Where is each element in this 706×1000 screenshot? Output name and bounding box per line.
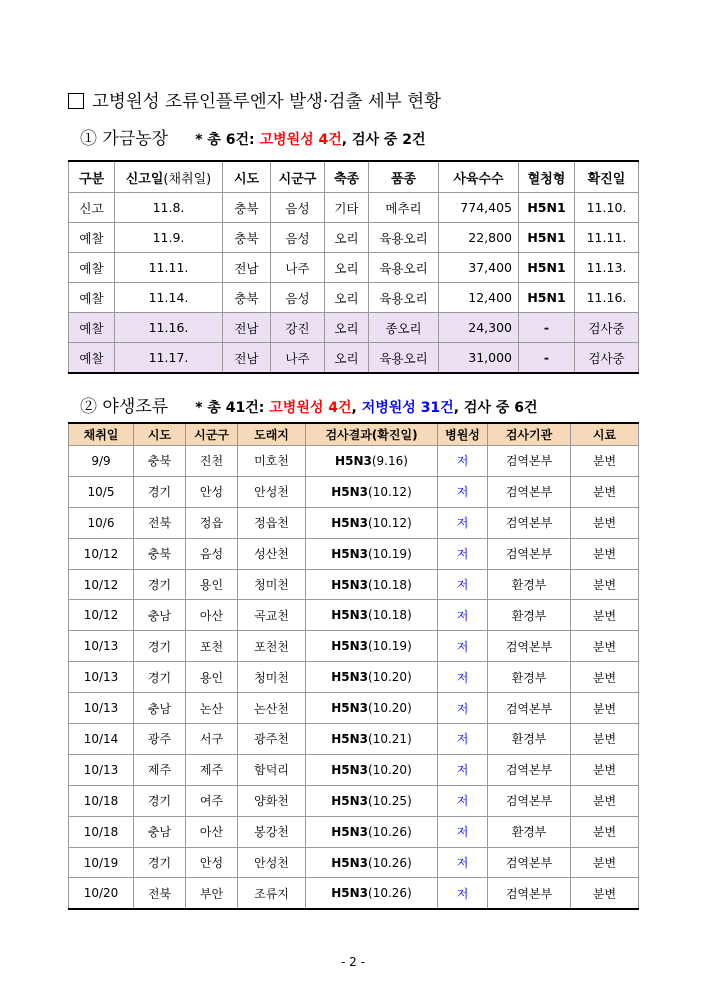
test-result-cell (306, 476, 438, 507)
table-row (69, 476, 639, 507)
pathogenicity-cell: 저 (438, 847, 488, 878)
sample-type-cell: 분변 (571, 631, 639, 662)
farm-summary-suffix: , 검사 중 2건 (341, 132, 426, 148)
serotype-text: H5N3 (331, 639, 369, 654)
table-row (69, 878, 639, 909)
species-cell: 오리 (325, 313, 369, 343)
breed-cell: 육용오리 (369, 253, 439, 283)
agency-cell: 검역본부 (488, 631, 571, 662)
col-header: 검사기관 (488, 423, 571, 446)
pathogenicity-cell: 저 (438, 754, 488, 785)
wild-summary-low: 저병원성 31건 (361, 400, 454, 416)
pathogenicity-cell: 저 (438, 662, 488, 693)
species-cell: 오리 (325, 223, 369, 253)
pathogenicity-cell: 저 (438, 631, 488, 662)
agency-cell: 환경부 (488, 569, 571, 600)
site-cell: 안성천 (238, 476, 306, 507)
breed-cell: 육용오리 (369, 223, 439, 253)
serotype-text: H5N3 (331, 670, 369, 685)
wild-summary-high: 고병원성 4건 (269, 400, 352, 416)
farm-outbreak-table (68, 160, 639, 374)
sample-type-cell: 분변 (571, 476, 639, 507)
city-cell: 안성 (186, 476, 238, 507)
pathogenicity-cell: 저 (438, 507, 488, 538)
province-cell: 충북 (223, 223, 271, 253)
serotype-text: H5N3 (331, 886, 369, 901)
agency-cell: 검역본부 (488, 754, 571, 785)
site-cell: 포천천 (238, 631, 306, 662)
pathogenicity-cell: 저 (438, 476, 488, 507)
col-header: 시료 (571, 423, 639, 446)
report-type-cell: 예찰 (69, 283, 115, 313)
province-cell: 광주 (134, 724, 186, 755)
site-cell: 청미천 (238, 662, 306, 693)
sample-type-cell: 분변 (571, 724, 639, 755)
col-header: 혈청형 (519, 161, 575, 193)
site-cell: 논산천 (238, 693, 306, 724)
table-row (69, 662, 639, 693)
province-cell: 충남 (134, 816, 186, 847)
pathogenicity-cell: 저 (438, 446, 488, 477)
city-cell: 음성 (271, 283, 325, 313)
col-header: 시도 (134, 423, 186, 446)
agency-cell: 검역본부 (488, 507, 571, 538)
serotype-text: H5N3 (331, 762, 369, 777)
province-cell: 경기 (134, 631, 186, 662)
sample-type-cell: 분변 (571, 693, 639, 724)
test-result-cell (306, 878, 438, 909)
wild-section-heading (80, 392, 537, 417)
col-header: 시군구 (186, 423, 238, 446)
report-type-cell: 예찰 (69, 343, 115, 374)
city-cell: 나주 (271, 253, 325, 283)
confirm-date-text: (10.19) (368, 546, 412, 561)
farm-summary (195, 129, 425, 149)
test-result-cell (306, 847, 438, 878)
report-date-cell: 11.8. (115, 193, 223, 223)
sample-date-cell: 10/13 (69, 662, 134, 693)
city-cell: 용인 (186, 569, 238, 600)
sample-date-cell: 10/13 (69, 631, 134, 662)
test-result-cell (306, 754, 438, 785)
col-header-sub: (채취일) (163, 171, 212, 187)
wild-section-label: ② 야생조류 (80, 397, 169, 417)
city-cell: 진천 (186, 446, 238, 477)
province-cell: 충남 (134, 600, 186, 631)
sample-type-cell: 분변 (571, 754, 639, 785)
sample-date-cell: 10/19 (69, 847, 134, 878)
table-row (69, 343, 639, 374)
city-cell: 음성 (271, 193, 325, 223)
species-cell: 오리 (325, 253, 369, 283)
province-cell: 제주 (134, 754, 186, 785)
serotype-text: H5N3 (335, 453, 372, 468)
confirm-date-cell: 11.11. (575, 223, 639, 253)
col-header: 시군구 (271, 161, 325, 193)
province-cell: 전북 (134, 507, 186, 538)
confirm-date-cell: 11.10. (575, 193, 639, 223)
sample-type-cell: 분변 (571, 600, 639, 631)
agency-cell: 환경부 (488, 816, 571, 847)
head-count-cell: 774,405 (439, 193, 519, 223)
pathogenicity-cell: 저 (438, 724, 488, 755)
col-header: 채취일 (69, 423, 134, 446)
city-cell: 제주 (186, 754, 238, 785)
confirm-date-text: (10.19) (368, 639, 412, 654)
report-date-cell: 11.14. (115, 283, 223, 313)
table-row (69, 283, 639, 313)
city-cell: 강진 (271, 313, 325, 343)
pathogenicity-cell: 저 (438, 816, 488, 847)
sample-date-cell: 10/20 (69, 878, 134, 909)
col-header: 확진일 (575, 161, 639, 193)
pathogenicity-cell: 저 (438, 693, 488, 724)
pathogenicity-cell: 저 (438, 569, 488, 600)
table-row (69, 724, 639, 755)
table-row (69, 754, 639, 785)
report-date-cell: 11.16. (115, 313, 223, 343)
serotype-cell: - (519, 343, 575, 374)
city-cell: 음성 (186, 538, 238, 569)
sample-type-cell: 분변 (571, 446, 639, 477)
table-row (69, 313, 639, 343)
province-cell: 충남 (134, 693, 186, 724)
species-cell: 오리 (325, 283, 369, 313)
city-cell: 포천 (186, 631, 238, 662)
province-cell: 경기 (134, 569, 186, 600)
col-header: 도래지 (238, 423, 306, 446)
agency-cell: 환경부 (488, 724, 571, 755)
serotype-text: H5N3 (331, 731, 369, 746)
test-result-cell (306, 631, 438, 662)
col-header: 사육수수 (439, 161, 519, 193)
agency-cell: 검역본부 (488, 476, 571, 507)
city-cell: 음성 (271, 223, 325, 253)
sample-date-cell: 10/6 (69, 507, 134, 538)
serotype-text: H5N3 (331, 608, 369, 623)
breed-cell: 육용오리 (369, 283, 439, 313)
wild-header-row (69, 423, 639, 446)
breed-cell: 육용오리 (369, 343, 439, 374)
province-cell: 충북 (134, 446, 186, 477)
confirm-date-text: (10.12) (368, 484, 412, 499)
checkbox-square-icon (68, 93, 84, 109)
agency-cell: 검역본부 (488, 538, 571, 569)
city-cell: 서구 (186, 724, 238, 755)
report-type-cell: 예찰 (69, 253, 115, 283)
serotype-text: H5N3 (331, 701, 369, 716)
farm-section-label: ① 가금농장 (80, 129, 169, 149)
province-cell: 충북 (223, 283, 271, 313)
serotype-cell: H5N1 (519, 193, 575, 223)
confirm-date-text: (10.26) (368, 886, 412, 901)
species-cell: 오리 (325, 343, 369, 374)
confirm-date-cell: 11.13. (575, 253, 639, 283)
head-count-cell: 24,300 (439, 313, 519, 343)
test-result-cell (306, 816, 438, 847)
report-date-cell: 11.11. (115, 253, 223, 283)
province-cell: 경기 (134, 476, 186, 507)
province-cell: 전북 (134, 878, 186, 909)
confirm-date-text: (10.12) (368, 515, 412, 530)
wild-summary-prefix: * 총 41건: (195, 400, 270, 416)
sample-type-cell: 분변 (571, 785, 639, 816)
table-row (69, 446, 639, 477)
col-header: 병원성 (438, 423, 488, 446)
city-cell: 정읍 (186, 507, 238, 538)
pathogenicity-cell: 저 (438, 600, 488, 631)
serotype-text: H5N3 (331, 855, 369, 870)
table-row (69, 816, 639, 847)
confirm-date-cell: 검사중 (575, 343, 639, 374)
table-row (69, 569, 639, 600)
col-header: 축종 (325, 161, 369, 193)
province-cell: 전남 (223, 343, 271, 374)
head-count-cell: 37,400 (439, 253, 519, 283)
site-cell: 안성천 (238, 847, 306, 878)
province-cell: 전남 (223, 253, 271, 283)
sample-date-cell: 10/5 (69, 476, 134, 507)
city-cell: 부안 (186, 878, 238, 909)
serotype-text: H5N3 (331, 546, 369, 561)
city-cell: 논산 (186, 693, 238, 724)
sample-date-cell: 10/12 (69, 569, 134, 600)
confirm-date-text: (10.20) (368, 701, 412, 716)
province-cell: 충북 (134, 538, 186, 569)
confirm-date-text: (10.18) (368, 608, 412, 623)
site-cell: 미호천 (238, 446, 306, 477)
test-result-cell (306, 662, 438, 693)
col-header (115, 161, 223, 193)
serotype-text: H5N3 (331, 577, 369, 592)
table-row (69, 847, 639, 878)
site-cell: 성산천 (238, 538, 306, 569)
report-type-cell: 신고 (69, 193, 115, 223)
site-cell: 곡교천 (238, 600, 306, 631)
serotype-text: H5N3 (331, 484, 369, 499)
table-row (69, 193, 639, 223)
serotype-cell: H5N1 (519, 253, 575, 283)
city-cell: 아산 (186, 600, 238, 631)
serotype-cell: H5N1 (519, 283, 575, 313)
confirm-date-text: (9.16) (371, 453, 408, 468)
confirm-date-text: (10.21) (368, 731, 412, 746)
col-header: 검사결과(확진일) (306, 423, 438, 446)
sample-type-cell: 분변 (571, 507, 639, 538)
report-type-cell: 예찰 (69, 313, 115, 343)
table-row (69, 223, 639, 253)
sample-type-cell: 분변 (571, 847, 639, 878)
sample-date-cell: 10/18 (69, 816, 134, 847)
test-result-cell (306, 569, 438, 600)
serotype-text: H5N3 (331, 793, 369, 808)
wild-summary (195, 397, 537, 417)
col-header: 시도 (223, 161, 271, 193)
confirm-date-text: (10.20) (368, 762, 412, 777)
test-result-cell (306, 446, 438, 477)
wild-summary-sep: , (351, 400, 362, 416)
confirm-date-cell: 11.16. (575, 283, 639, 313)
test-result-cell (306, 507, 438, 538)
agency-cell: 환경부 (488, 600, 571, 631)
sample-date-cell: 10/13 (69, 693, 134, 724)
head-count-cell: 12,400 (439, 283, 519, 313)
table-row (69, 631, 639, 662)
breed-cell: 종오리 (369, 313, 439, 343)
agency-cell: 검역본부 (488, 446, 571, 477)
agency-cell: 검역본부 (488, 878, 571, 909)
site-cell: 양화천 (238, 785, 306, 816)
sample-date-cell: 9/9 (69, 446, 134, 477)
wild-summary-suffix: , 검사 중 6건 (453, 400, 538, 416)
col-header-main: 신고일 (125, 171, 164, 187)
farm-summary-high: 고병원성 4건 (259, 132, 342, 148)
page-number: - 2 - (341, 955, 365, 969)
sample-date-cell: 10/12 (69, 600, 134, 631)
site-cell: 조류지 (238, 878, 306, 909)
table-row (69, 253, 639, 283)
agency-cell: 검역본부 (488, 785, 571, 816)
pathogenicity-cell: 저 (438, 878, 488, 909)
city-cell: 안성 (186, 847, 238, 878)
test-result-cell (306, 724, 438, 755)
farm-section-heading (80, 124, 426, 149)
serotype-cell: - (519, 313, 575, 343)
head-count-cell: 31,000 (439, 343, 519, 374)
sample-type-cell: 분변 (571, 569, 639, 600)
province-cell: 경기 (134, 847, 186, 878)
species-cell: 기타 (325, 193, 369, 223)
agency-cell: 환경부 (488, 662, 571, 693)
site-cell: 청미천 (238, 569, 306, 600)
wild-bird-table (68, 422, 639, 910)
test-result-cell (306, 693, 438, 724)
agency-cell: 검역본부 (488, 847, 571, 878)
page-title (68, 88, 441, 113)
sample-type-cell: 분변 (571, 878, 639, 909)
table-row (69, 693, 639, 724)
province-cell: 경기 (134, 662, 186, 693)
sample-date-cell: 10/12 (69, 538, 134, 569)
breed-cell: 메추리 (369, 193, 439, 223)
sample-type-cell: 분변 (571, 538, 639, 569)
report-type-cell: 예찰 (69, 223, 115, 253)
table-row (69, 538, 639, 569)
head-count-cell: 22,800 (439, 223, 519, 253)
serotype-text: H5N3 (331, 824, 369, 839)
confirm-date-text: (10.26) (368, 824, 412, 839)
province-cell: 전남 (223, 313, 271, 343)
page-title-text: 고병원성 조류인플루엔자 발생·검출 세부 현황 (92, 92, 442, 112)
report-date-cell: 11.17. (115, 343, 223, 374)
site-cell: 정읍천 (238, 507, 306, 538)
confirm-date-text: (10.26) (368, 855, 412, 870)
table-row (69, 785, 639, 816)
farm-header-row (69, 161, 639, 193)
pathogenicity-cell: 저 (438, 538, 488, 569)
serotype-cell: H5N1 (519, 223, 575, 253)
test-result-cell (306, 785, 438, 816)
province-cell: 충북 (223, 193, 271, 223)
province-cell: 경기 (134, 785, 186, 816)
city-cell: 용인 (186, 662, 238, 693)
site-cell: 봉강천 (238, 816, 306, 847)
serotype-text: H5N3 (331, 515, 369, 530)
confirm-date-text: (10.18) (368, 577, 412, 592)
sample-type-cell: 분변 (571, 662, 639, 693)
report-date-cell: 11.9. (115, 223, 223, 253)
sample-date-cell: 10/14 (69, 724, 134, 755)
site-cell: 함덕리 (238, 754, 306, 785)
test-result-cell (306, 600, 438, 631)
city-cell: 여주 (186, 785, 238, 816)
confirm-date-text: (10.20) (368, 670, 412, 685)
table-row (69, 507, 639, 538)
col-header: 품종 (369, 161, 439, 193)
confirm-date-text: (10.25) (368, 793, 412, 808)
site-cell: 광주천 (238, 724, 306, 755)
city-cell: 나주 (271, 343, 325, 374)
col-header: 구분 (69, 161, 115, 193)
sample-date-cell: 10/13 (69, 754, 134, 785)
farm-summary-prefix: * 총 6건: (195, 132, 260, 148)
table-row (69, 600, 639, 631)
confirm-date-cell: 검사중 (575, 313, 639, 343)
agency-cell: 검역본부 (488, 693, 571, 724)
pathogenicity-cell: 저 (438, 785, 488, 816)
sample-type-cell: 분변 (571, 816, 639, 847)
test-result-cell (306, 538, 438, 569)
sample-date-cell: 10/18 (69, 785, 134, 816)
city-cell: 아산 (186, 816, 238, 847)
